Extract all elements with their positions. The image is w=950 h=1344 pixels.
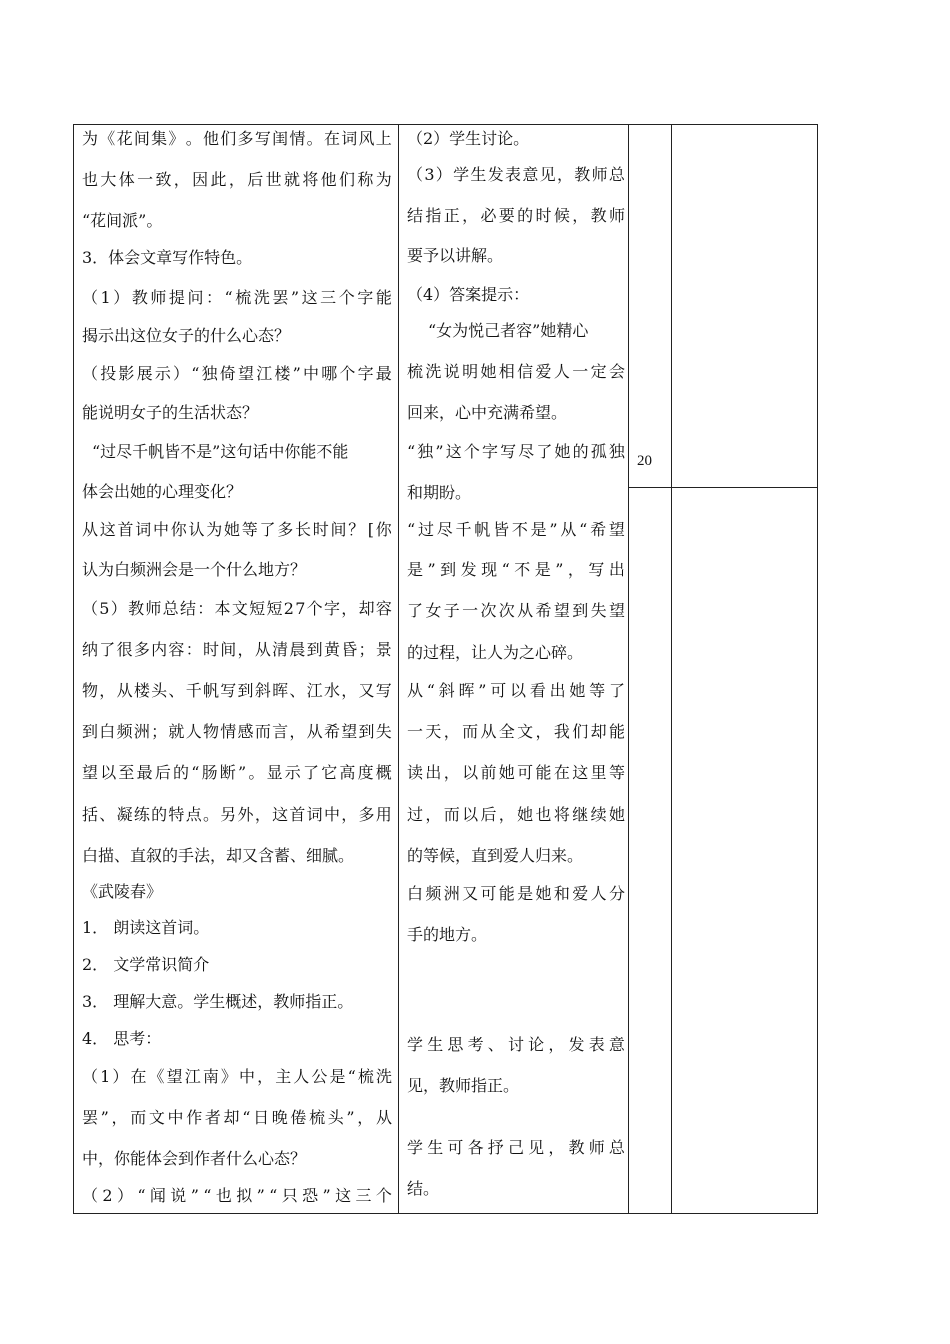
text-line: 体会出她的心理变化？ (82, 482, 243, 501)
text-line: （ 3 ） 学 生 发 表 意 见 ， 教 师 总 (407, 165, 625, 184)
text-line: 一 天 ， 而 从 全 文 ， 我 们 却 能 (407, 722, 625, 741)
text-line: 从 “ 斜 晖 ” 可 以 看 出 她 等 了 (407, 681, 625, 700)
column-divider (671, 125, 672, 1213)
text-line: （ 1 ） 在 《 望 江 南 》 中 ， 主 人 公 是 “ 梳 洗 (82, 1067, 392, 1086)
text-line: 过 ， 而 以 后 ， 她 也 将 继 续 她 (407, 805, 625, 824)
text-line: （ 1 ） 教 师 提 问 ： “ 梳 洗 罢 ” 这 三 个 字 能 (82, 288, 392, 307)
text-line: 了 女 子 一 次 次 从 希 望 到 失 望 (407, 601, 625, 620)
column-divider (398, 125, 399, 1213)
text-line: “ 独 ” 这 个 字 写 尽 了 她 的 孤 独 (407, 442, 625, 461)
text-line: 《武陵春》 (82, 882, 163, 901)
text-line: 学 生 思 考 、 讨 论 ， 发 表 意 (407, 1035, 625, 1054)
text-line: （ 2 ） “ 闻 说 ” “ 也 拟 ” “ 只 恐 ” 这 三 个 (82, 1186, 392, 1205)
text-line: “女为悦己者容”她精心 (428, 321, 589, 340)
text-line: 读 出 ， 以 前 她 可 能 在 这 里 等 (407, 763, 625, 782)
text-line: 4． 思考： (82, 1029, 162, 1048)
text-line: 要予以讲解。 (407, 246, 504, 265)
text-line: 白描、直叙的手法，却又含蓄、细腻。 (82, 846, 355, 865)
row-divider (628, 487, 817, 488)
text-line: 回来，心中充满希望。 (407, 403, 568, 422)
text-line: （ 5 ） 教 师 总 结 ： 本 文 短 短 2 7 个 字 ， 却 容 (82, 599, 392, 618)
text-line: 中，你能体会到作者什么心态？ (82, 1149, 307, 1168)
text-line: 纳 了 很 多 内 容 ： 时 间 ， 从 清 晨 到 黄 昏 ； 景 (82, 640, 392, 659)
text-line: 见，教师指正。 (407, 1076, 520, 1095)
text-line: 2． 文学常识简介 (82, 955, 210, 974)
lesson-plan-table (73, 124, 818, 1214)
text-line: 到 白 频 洲 ； 就 人 物 情 感 而 言 ， 从 希 望 到 失 (82, 722, 392, 741)
column-divider (628, 125, 629, 1213)
time-allocation: 20 (637, 453, 652, 469)
text-line: 和期盼。 (407, 483, 472, 502)
text-line: 能说明女子的生活状态？ (82, 403, 259, 422)
text-line: 3．体会文章写作特色。 (82, 248, 253, 267)
text-line: “过尽千帆皆不是”这句话中你能不能 (92, 442, 349, 461)
text-line: “花间派”。 (82, 211, 163, 230)
text-line: （4）答案提示： (407, 285, 530, 304)
text-line: “ 过 尽 千 帆 皆 不 是 ” 从 “ 希 望 (407, 520, 625, 539)
text-line: 从 这 首 词 中 你 认 为 她 等 了 多 长 时 间 ？ [ 你 (82, 520, 392, 539)
text-line: 3． 理解大意。学生概述，教师指正。 (82, 992, 354, 1011)
text-line: 结 指 正 ， 必 要 的 时 候 ， 教 师 (407, 206, 625, 225)
text-line: 1． 朗读这首词。 (82, 918, 210, 937)
text-line: 白 频 洲 又 可 能 是 她 和 爱 人 分 (407, 884, 625, 903)
text-line: 学 生 可 各 抒 己 见 ， 教 师 总 (407, 1138, 625, 1157)
text-line: 梳 洗 说 明 她 相 信 爱 人 一 定 会 (407, 362, 625, 381)
text-line: 望 以 至 最 后 的 “ 肠 断 ” 。 显 示 了 它 高 度 概 (82, 763, 392, 782)
text-line: 结。 (407, 1179, 440, 1198)
text-line: 括 、 凝 练 的 特 点 。 另 外 ， 这 首 词 中 ， 多 用 (82, 805, 392, 824)
text-line: 物 ， 从 楼 头 、 千 帆 写 到 斜 晖 、 江 水 ， 又 写 (82, 681, 392, 700)
text-line: 的过程，让人为之心碎。 (407, 643, 584, 662)
text-line: 罢 ” ， 而 文 中 作 者 却 “ 日 晚 倦 梳 头 ” ， 从 (82, 1108, 392, 1127)
text-line: 也 大 体 一 致 ， 因 此 ， 后 世 就 将 他 们 称 为 (82, 170, 392, 189)
text-line: 认为白频洲会是一个什么地方？ (82, 560, 307, 579)
text-line: 的等候，直到爱人归来。 (407, 846, 584, 865)
text-line: （ 投 影 展 示 ） “ 独 倚 望 江 楼 ” 中 哪 个 字 最 (82, 364, 392, 383)
text-line: 为 《 花 间 集 》 。 他 们 多 写 闺 情 。 在 词 风 上 (82, 129, 392, 148)
text-line: 是 ” 到 发 现 “ 不 是 ” ， 写 出 (407, 560, 625, 579)
text-line: 揭示出这位女子的什么心态？ (82, 326, 291, 345)
text-line: 手的地方。 (407, 925, 488, 944)
text-line: （2）学生讨论。 (407, 129, 530, 148)
